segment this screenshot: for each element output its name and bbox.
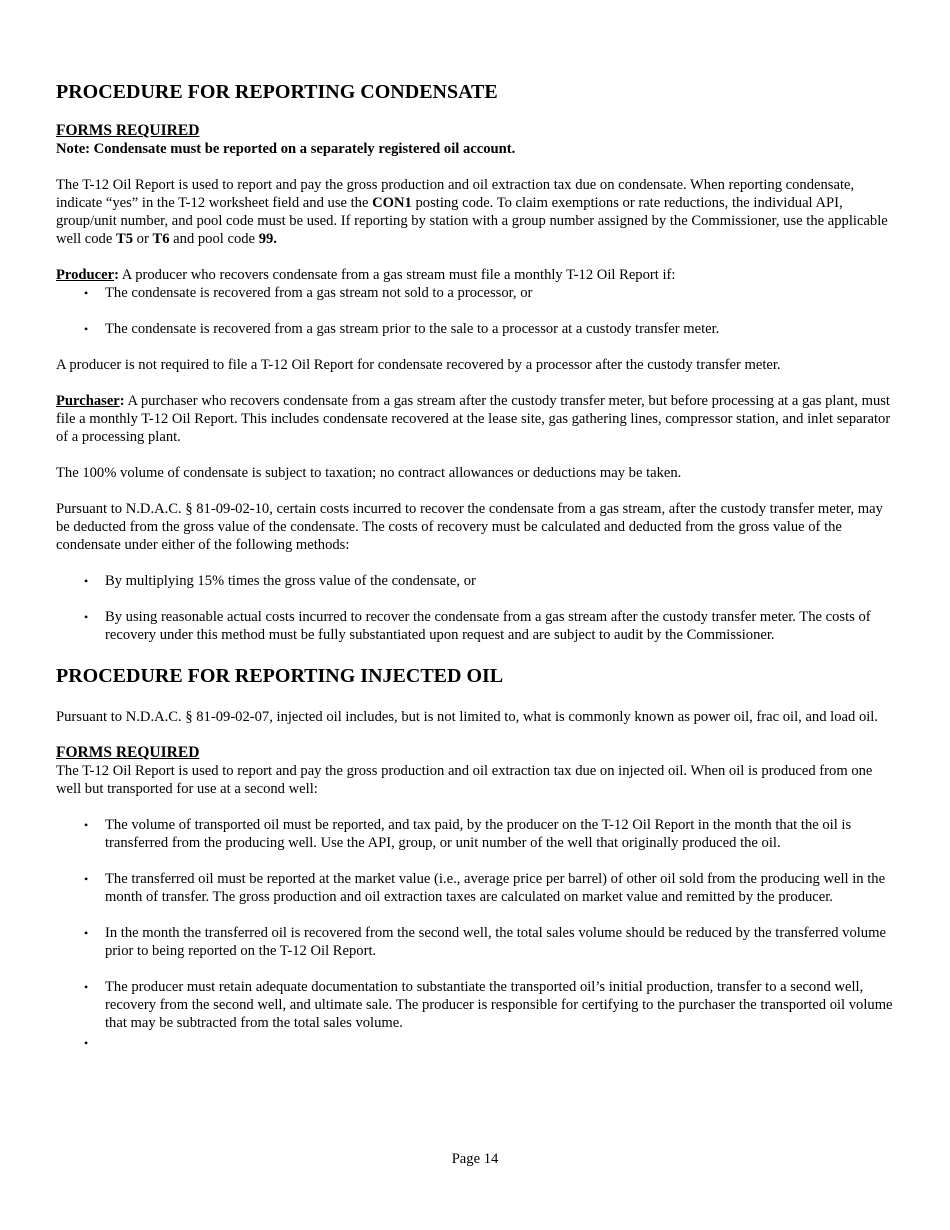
section-title-injected-oil: PROCEDURE FOR REPORTING INJECTED OIL [56, 665, 504, 687]
taxation-paragraph: The 100% volume of condensate is subject to taxation; no contract allowances or deductions may be taken. [56, 465, 682, 481]
purchaser-label: Purchaser [56, 393, 120, 409]
bullet-icon: • [84, 574, 89, 588]
injected-oil-bullet-list [56, 816, 894, 1052]
section-title-condensate: PROCEDURE FOR REPORTING CONDENSATE [56, 81, 498, 103]
list-item: • The producer must retain adequate documentation to substantiate the transported oil’s initial production, transfer to a second well, recovery from the second well, and ultimate sale. The producer is responsible for certifying to the purchaser the transported oil volume that may be subtracted from the total sales volume. [84, 979, 893, 1031]
bullet-icon: • [84, 926, 89, 940]
condensate-intro-paragraph: The T-12 Oil Report is used to report and pay the gross production and oil extraction tax due on condensate. When reporting condensate, indicate “yes” in the T-12 worksheet field and use the CON1 posting code. To claim exemptions or rate reductions, the individual API, group/unit number, and pool code must be used. If reporting by station with a group number assigned by the Commissioner, use the applicable well code T5 or T6 and pool code 99. [56, 177, 888, 247]
bullet-icon: • [84, 322, 89, 336]
injected-oil-definition-paragraph: Pursuant to N.D.A.C. § 81-09-02-07, injected oil includes, but is not limited to, what is commonly known as power oil, frac oil, and load oil. [56, 709, 879, 725]
list-item: • The condensate is recovered from a gas stream not sold to a processor, or [84, 285, 533, 301]
list-item: • In the month the transferred oil is recovered from the second well, the total sales volume should be reduced by the transferred volume prior to being reported on the T-12 Oil Report. [84, 925, 886, 959]
forms-required-heading: FORMS REQUIRED [56, 744, 200, 761]
producer-bullet-list [56, 284, 894, 338]
list-item: • The condensate is recovered from a gas stream prior to the sale to a processor at a custody transfer meter. [84, 321, 720, 337]
bullet-icon: • [84, 1036, 89, 1050]
list-item: • By using reasonable actual costs incurred to recover the condensate from a gas stream after the custody transfer meter. The costs of recovery under this method must be fully substantiated upon request and are subject to audit by the Commissioner. [84, 609, 871, 643]
well-code-t5: T5 [115, 231, 134, 247]
producer-paragraph: Producer: A producer who recovers condensate from a gas stream must file a monthly T-12 Oil Report if: [56, 267, 676, 283]
purchaser-paragraph: Purchaser: A purchaser who recovers condensate from a gas stream after the custody transfer meter, but before processing at a gas plant, must file a monthly T-12 Oil Report. This includes condensate recovered at the lease site, gas gathering lines, compressor station, and inlet separator of a processing plant. [56, 393, 891, 445]
bullet-icon: • [84, 872, 89, 886]
page-number: Page 14 [451, 1151, 499, 1167]
list-item: • The transferred oil must be reported at the market value (i.e., average price per barrel) of other oil sold from the producing well in the month of transfer. The gross production and oil extraction taxes are calculated on market value and remitted by the producer. [84, 871, 886, 905]
bullet-icon: • [84, 286, 89, 300]
methods-bullet-list [56, 572, 894, 644]
well-code-t6: T6 [152, 231, 170, 247]
producer-not-required-paragraph: A producer is not required to file a T-12 Oil Report for condensate recovered by a processor after the custody transfer meter. [56, 357, 781, 373]
list-item: • The volume of transported oil must be reported, and tax paid, by the producer on the T-12 Oil Report in the month that the oil is transferred from the producing well. Use the API, group, or unit number of the well that originally produced the oil. [84, 817, 852, 851]
cost-deduction-paragraph: Pursuant to N.D.A.C. § 81-09-02-10, certain costs incurred to recover the condensate from a gas stream, after the custody transfer meter, may be deducted from the gross value of the condensate. The costs of recovery must be calculated and deducted from the gross value of the condensate under either of the following methods: [56, 501, 883, 553]
producer-label: Producer [56, 267, 115, 283]
condensate-note: Note: Condensate must be reported on a separately registered oil account. [56, 141, 516, 157]
page-content [56, 80, 894, 1052]
list-item: • By multiplying 15% times the gross value of the condensate, or [84, 573, 476, 589]
bullet-icon: • [84, 610, 89, 624]
list-item-empty [56, 1034, 894, 1052]
injected-oil-intro-paragraph: The T-12 Oil Report is used to report and pay the gross production and oil extraction tax due on injected oil. When oil is produced from one well but transported for use at a second well: [56, 763, 873, 797]
bullet-icon: • [84, 980, 89, 994]
forms-required-heading: FORMS REQUIRED [56, 122, 200, 139]
posting-code: CON1 [372, 195, 412, 211]
pool-code: 99. [258, 231, 277, 247]
bullet-icon: • [84, 818, 89, 832]
